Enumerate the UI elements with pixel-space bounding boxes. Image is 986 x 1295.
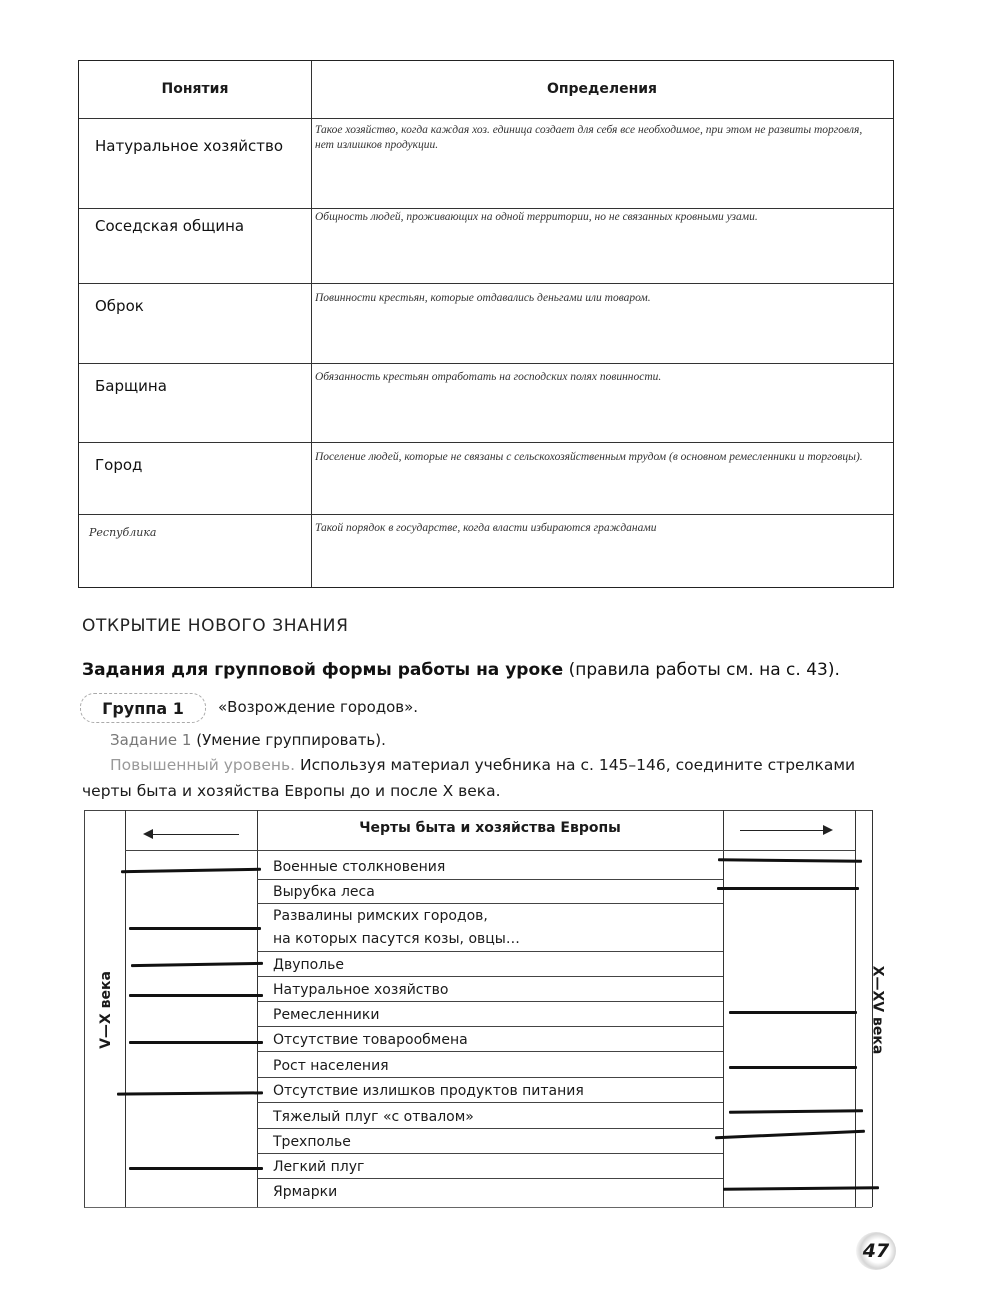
feature-item: Отсутствие товарообмена	[273, 1032, 468, 1048]
arrow-right-icon	[740, 830, 826, 831]
connection-line-right[interactable]	[717, 887, 859, 890]
arrow-right-head-icon	[823, 825, 833, 835]
feature-item: Двуполье	[273, 957, 345, 973]
connection-line-left[interactable]	[131, 962, 263, 967]
header-terms: Понятия	[161, 81, 229, 97]
term-neighbor-community: Соседская община	[95, 217, 245, 235]
term-city: Город	[95, 456, 143, 474]
features-table	[84, 810, 886, 1208]
connection-line-right[interactable]	[715, 1130, 865, 1140]
group-topic: «Возрождение городов».	[218, 698, 419, 716]
row-divider	[257, 951, 723, 952]
connection-line-right[interactable]	[729, 1011, 857, 1014]
feature-item-cont: на которых пасутся козы, овцы…	[273, 931, 520, 947]
table-top-border	[85, 810, 873, 811]
row-divider	[79, 514, 893, 515]
feature-item: Легкий плуг	[273, 1159, 365, 1175]
connection-line-left[interactable]	[129, 1041, 263, 1044]
header-divider	[125, 850, 855, 851]
task-heading-bold: Задания для групповой формы работы на уроке	[82, 660, 564, 680]
header-definitions: Определения	[546, 81, 658, 97]
connection-line-right[interactable]	[729, 1109, 863, 1113]
row-divider	[79, 363, 893, 364]
feature-item: Рост населения	[273, 1058, 389, 1074]
task-heading	[82, 660, 840, 680]
column-divider	[311, 61, 312, 587]
connection-line-left[interactable]	[129, 1167, 263, 1170]
feature-item: Натуральное хозяйство	[273, 982, 449, 998]
assignment-instruction	[82, 752, 892, 804]
page-number: 47	[856, 1232, 896, 1270]
feature-item: Военные столкновения	[273, 859, 446, 875]
feature-item: Развалины римских городов,	[273, 908, 488, 924]
definition-barshchina[interactable]: Обязанность крестьян отработать на господских полях повинности.	[315, 371, 662, 383]
feature-item: Вырубка леса	[273, 884, 375, 900]
assignment-skill: (Умение группировать).	[191, 731, 386, 749]
assignment-title	[110, 731, 386, 749]
term-obrok: Оброк	[95, 297, 144, 315]
connection-line-left[interactable]	[121, 868, 261, 873]
section-title: ОТКРЫТИЕ НОВОГО ЗНАНИЯ	[82, 616, 349, 636]
connection-line-right[interactable]	[729, 1066, 857, 1069]
connection-line-left[interactable]	[117, 1091, 263, 1095]
features-table-title: Черты быта и хозяйства Европы	[359, 820, 621, 836]
definition-republic[interactable]: Такой порядок в государстве, когда власти избираются гражданами	[315, 522, 657, 534]
definition-obrok[interactable]: Повинности крестьян, которые отдавались деньгами или товаром.	[315, 292, 651, 304]
column-divider	[855, 810, 856, 1207]
definition-city[interactable]: Поселение людей, которые не связаны с сельскохозяйственным трудом (в основном ремесленники и торговцы).	[315, 451, 863, 463]
right-period-label: X—XV века	[869, 965, 886, 1055]
feature-item: Тяжелый плуг «с отвалом»	[273, 1109, 474, 1125]
connection-line-right[interactable]	[718, 858, 862, 863]
connection-line-left[interactable]	[129, 927, 261, 930]
term-natural-economy: Натуральное хозяйство	[95, 137, 284, 155]
feature-item: Ярмарки	[273, 1184, 338, 1200]
instruction-text: Используя материал учебника на с. 145–146, соедините стрелками черты быта и хозяйства Европы до и после X века.	[82, 756, 856, 800]
arrow-left-icon	[147, 834, 239, 835]
row-divider	[79, 118, 893, 119]
definition-neighbor-community[interactable]: Общность людей, проживающих на одной территории, но не связанных кровными узами.	[315, 211, 758, 223]
arrow-left-head-icon	[143, 829, 153, 839]
assignment-label: Задание 1	[110, 731, 192, 749]
row-divider	[79, 442, 893, 443]
concepts-table	[78, 60, 894, 588]
term-barshchina: Барщина	[95, 377, 167, 395]
row-divider	[79, 208, 893, 209]
group-badge: Группа 1	[80, 693, 206, 723]
level-label: Повышенный уровень.	[110, 756, 296, 774]
column-divider	[723, 810, 724, 1207]
term-republic[interactable]: Республика	[89, 526, 157, 539]
left-period-label: V—X века	[97, 971, 114, 1049]
feature-item: Трехполье	[273, 1134, 351, 1150]
feature-item: Отсутствие излишков продуктов питания	[273, 1083, 584, 1099]
connection-line-left[interactable]	[129, 994, 263, 997]
row-divider	[79, 283, 893, 284]
task-heading-rest: (правила работы см. на с. 43).	[563, 660, 840, 680]
feature-item: Ремесленники	[273, 1007, 380, 1023]
definition-natural-economy[interactable]: Такое хозяйство, когда каждая хоз. единица создает для себя все необходимое, при этом не развиты торговля, нет излишков продукции.	[315, 124, 863, 151]
